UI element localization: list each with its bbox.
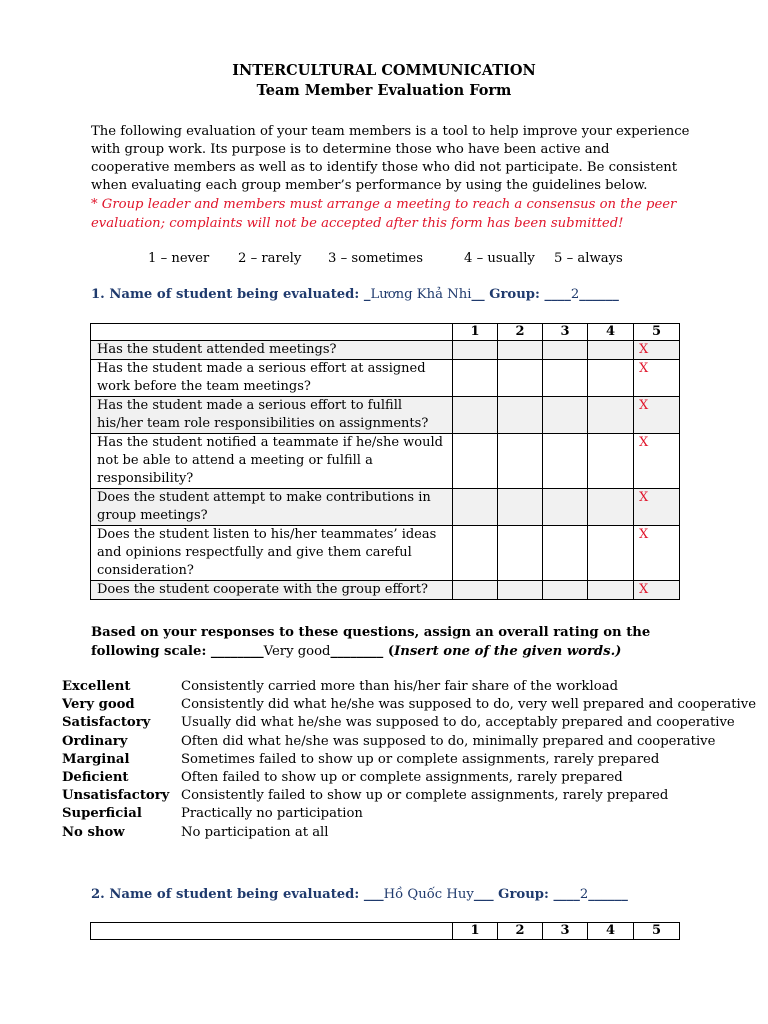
scale-item-1: 1 – never bbox=[148, 251, 210, 266]
table-row bbox=[91, 397, 680, 434]
rating-cell-3[interactable] bbox=[543, 360, 588, 397]
legend-term: Marginal bbox=[62, 751, 130, 767]
student-2-mid: ___ Group: ____ bbox=[473, 887, 580, 902]
table-header-row bbox=[91, 324, 680, 341]
rating-cell-2[interactable] bbox=[498, 489, 543, 526]
question-text: Has the student made a serious effort to fulfill his/her team role responsibilities on assignments? bbox=[91, 397, 453, 434]
rating-cell-3[interactable] bbox=[543, 341, 588, 360]
rating-cell-4[interactable] bbox=[588, 489, 634, 526]
rating-cell-1[interactable] bbox=[453, 397, 498, 434]
rating-cell-3[interactable] bbox=[543, 526, 588, 581]
table-row bbox=[91, 526, 680, 581]
rating-cell-5-marked[interactable]: X bbox=[634, 434, 680, 489]
student-2-label: 2. Name of student being evaluated: ___ bbox=[91, 887, 384, 902]
rating-cell-3[interactable] bbox=[543, 434, 588, 489]
legend-row bbox=[62, 769, 756, 787]
rating-cell-4[interactable] bbox=[588, 397, 634, 434]
legend-row bbox=[62, 714, 756, 732]
question-text: Does the student attempt to make contributions in group meetings? bbox=[91, 489, 453, 526]
legend-row bbox=[62, 751, 756, 769]
legend-term: Very good bbox=[62, 697, 135, 713]
student-1-mid: __ Group: ____ bbox=[471, 287, 571, 302]
rating-cell-5-marked[interactable]: X bbox=[634, 489, 680, 526]
table-row bbox=[91, 341, 680, 360]
legend-desc: Consistently carried more than his/her fair share of the workload bbox=[181, 679, 619, 694]
student-2-name[interactable]: Hồ Quốc Huy bbox=[383, 887, 474, 902]
document-title: INTERCULTURAL COMMUNICATION bbox=[232, 62, 536, 79]
rating-cell-5-marked[interactable]: X bbox=[634, 397, 680, 434]
rating-cell-5-marked[interactable]: X bbox=[634, 581, 680, 600]
legend-desc: Consistently did what he/she was supposed to do, very well prepared and cooperative bbox=[181, 697, 757, 713]
header-rating-2: 2 bbox=[498, 923, 543, 940]
question-text: Does the student cooperate with the group effort? bbox=[91, 581, 453, 600]
header-rating-1: 1 bbox=[453, 324, 498, 341]
overall-note: Insert one of the given words.) bbox=[394, 644, 622, 659]
rating-cell-1[interactable] bbox=[453, 581, 498, 600]
rating-legend bbox=[62, 678, 756, 842]
legend-term: Excellent bbox=[62, 679, 131, 694]
table-row bbox=[91, 360, 680, 397]
header-rating-1: 1 bbox=[453, 923, 498, 940]
rating-cell-2[interactable] bbox=[498, 360, 543, 397]
header-rating-5: 5 bbox=[634, 923, 680, 940]
legend-row bbox=[62, 696, 756, 714]
legend-term: Superficial bbox=[62, 806, 142, 822]
header-question-cell bbox=[91, 923, 453, 940]
rating-cell-3[interactable] bbox=[543, 397, 588, 434]
rating-cell-5-marked[interactable]: X bbox=[634, 341, 680, 360]
rating-cell-4[interactable] bbox=[588, 434, 634, 489]
overall-after-text: ________ ( bbox=[330, 644, 395, 659]
rating-cell-2[interactable] bbox=[498, 581, 543, 600]
header-question-cell bbox=[91, 324, 453, 341]
legend-desc: Sometimes failed to show up or complete assignments, rarely prepared bbox=[181, 751, 660, 767]
evaluation-table-1 bbox=[90, 323, 680, 600]
student-2-heading bbox=[91, 887, 628, 902]
question-text: Has the student notified a teammate if he/she would not be able to attend a meeting or fulfill a responsibility? bbox=[91, 434, 453, 489]
rating-cell-4[interactable] bbox=[588, 526, 634, 581]
rating-cell-2[interactable] bbox=[498, 341, 543, 360]
student-1-heading bbox=[91, 287, 619, 302]
table-row bbox=[91, 489, 680, 526]
rating-cell-4[interactable] bbox=[588, 360, 634, 397]
scale-item-4: 4 – usually bbox=[464, 251, 535, 266]
rating-cell-1[interactable] bbox=[453, 526, 498, 581]
rating-cell-5-marked[interactable]: X bbox=[634, 526, 680, 581]
legend-desc: No participation at all bbox=[181, 824, 329, 840]
header-rating-2: 2 bbox=[498, 324, 543, 341]
overall-prompt-text: Based on your responses to these questions, assign an overall rating on the following scale: ________ bbox=[91, 625, 651, 659]
header-rating-4: 4 bbox=[588, 324, 634, 341]
rating-cell-3[interactable] bbox=[543, 581, 588, 600]
question-text: Has the student attended meetings? bbox=[91, 341, 453, 360]
legend-desc: Practically no participation bbox=[181, 806, 363, 822]
overall-rating-value[interactable]: Very good bbox=[263, 644, 331, 659]
table-row bbox=[91, 434, 680, 489]
legend-desc: Often did what he/she was supposed to do, minimally prepared and cooperative bbox=[181, 733, 716, 749]
legend-row bbox=[62, 678, 756, 696]
legend-term: Satisfactory bbox=[62, 715, 151, 731]
rating-cell-3[interactable] bbox=[543, 489, 588, 526]
header-rating-4: 4 bbox=[588, 923, 634, 940]
legend-row bbox=[62, 733, 756, 751]
scale-item-3: 3 – sometimes bbox=[328, 251, 423, 266]
scale-item-2: 2 – rarely bbox=[238, 251, 302, 266]
student-1-group[interactable]: 2 bbox=[570, 287, 580, 302]
evaluation-table-2 bbox=[90, 922, 680, 940]
legend-term: Unsatisfactory bbox=[62, 788, 170, 804]
legend-term: No show bbox=[62, 824, 125, 840]
header-rating-3: 3 bbox=[543, 923, 588, 940]
question-text: Does the student listen to his/her teammates’ ideas and opinions respectfully and give them careful consideration? bbox=[91, 526, 453, 581]
rating-cell-5-marked[interactable]: X bbox=[634, 360, 680, 397]
header-rating-3: 3 bbox=[543, 324, 588, 341]
rating-cell-1[interactable] bbox=[453, 434, 498, 489]
table-header-row bbox=[91, 923, 680, 940]
legend-term: Ordinary bbox=[62, 733, 128, 749]
intro-paragraph: The following evaluation of your team members is a tool to help improve your experience with group work. Its purpose is to determine those who have been active and cooperative members as well as to identify those who did not participate. Be consistent when evaluating each group member’s performance by using the guidelines below. bbox=[91, 124, 690, 193]
overall-rating-prompt bbox=[91, 623, 691, 661]
rating-cell-4[interactable] bbox=[588, 341, 634, 360]
scale-item-5: 5 – always bbox=[554, 251, 623, 266]
student-1-label: 1. Name of student being evaluated: _ bbox=[91, 287, 371, 302]
student-1-tail: ______ bbox=[579, 287, 619, 302]
legend-row bbox=[62, 824, 756, 842]
question-text: Has the student made a serious effort at assigned work before the team meetings? bbox=[91, 360, 453, 397]
student-2-group[interactable]: 2 bbox=[579, 887, 589, 902]
rating-cell-2[interactable] bbox=[498, 397, 543, 434]
document-subtitle: Team Member Evaluation Form bbox=[256, 82, 512, 99]
legend-desc: Consistently failed to show up or complete assignments, rarely prepared bbox=[181, 788, 669, 804]
rating-cell-1[interactable] bbox=[453, 360, 498, 397]
rating-cell-2[interactable] bbox=[498, 526, 543, 581]
legend-row bbox=[62, 787, 756, 805]
legend-desc: Often failed to show up or complete assignments, rarely prepared bbox=[181, 769, 623, 785]
rating-cell-1[interactable] bbox=[453, 489, 498, 526]
legend-term: Deficient bbox=[62, 769, 129, 785]
rating-cell-4[interactable] bbox=[588, 581, 634, 600]
legend-desc: Usually did what he/she was supposed to do, acceptably prepared and cooperative bbox=[181, 715, 735, 731]
rating-cell-1[interactable] bbox=[453, 341, 498, 360]
header-rating-5: 5 bbox=[634, 324, 680, 341]
table-row bbox=[91, 581, 680, 600]
warning-note: * Group leader and members must arrange a meeting to reach a consensus on the peer evaluation; complaints will not be accepted after this form has been submitted! bbox=[91, 197, 677, 231]
student-2-tail: ______ bbox=[588, 887, 628, 902]
rating-cell-2[interactable] bbox=[498, 434, 543, 489]
legend-row bbox=[62, 805, 756, 823]
student-1-name[interactable]: Lương Khả Nhi bbox=[370, 287, 472, 302]
